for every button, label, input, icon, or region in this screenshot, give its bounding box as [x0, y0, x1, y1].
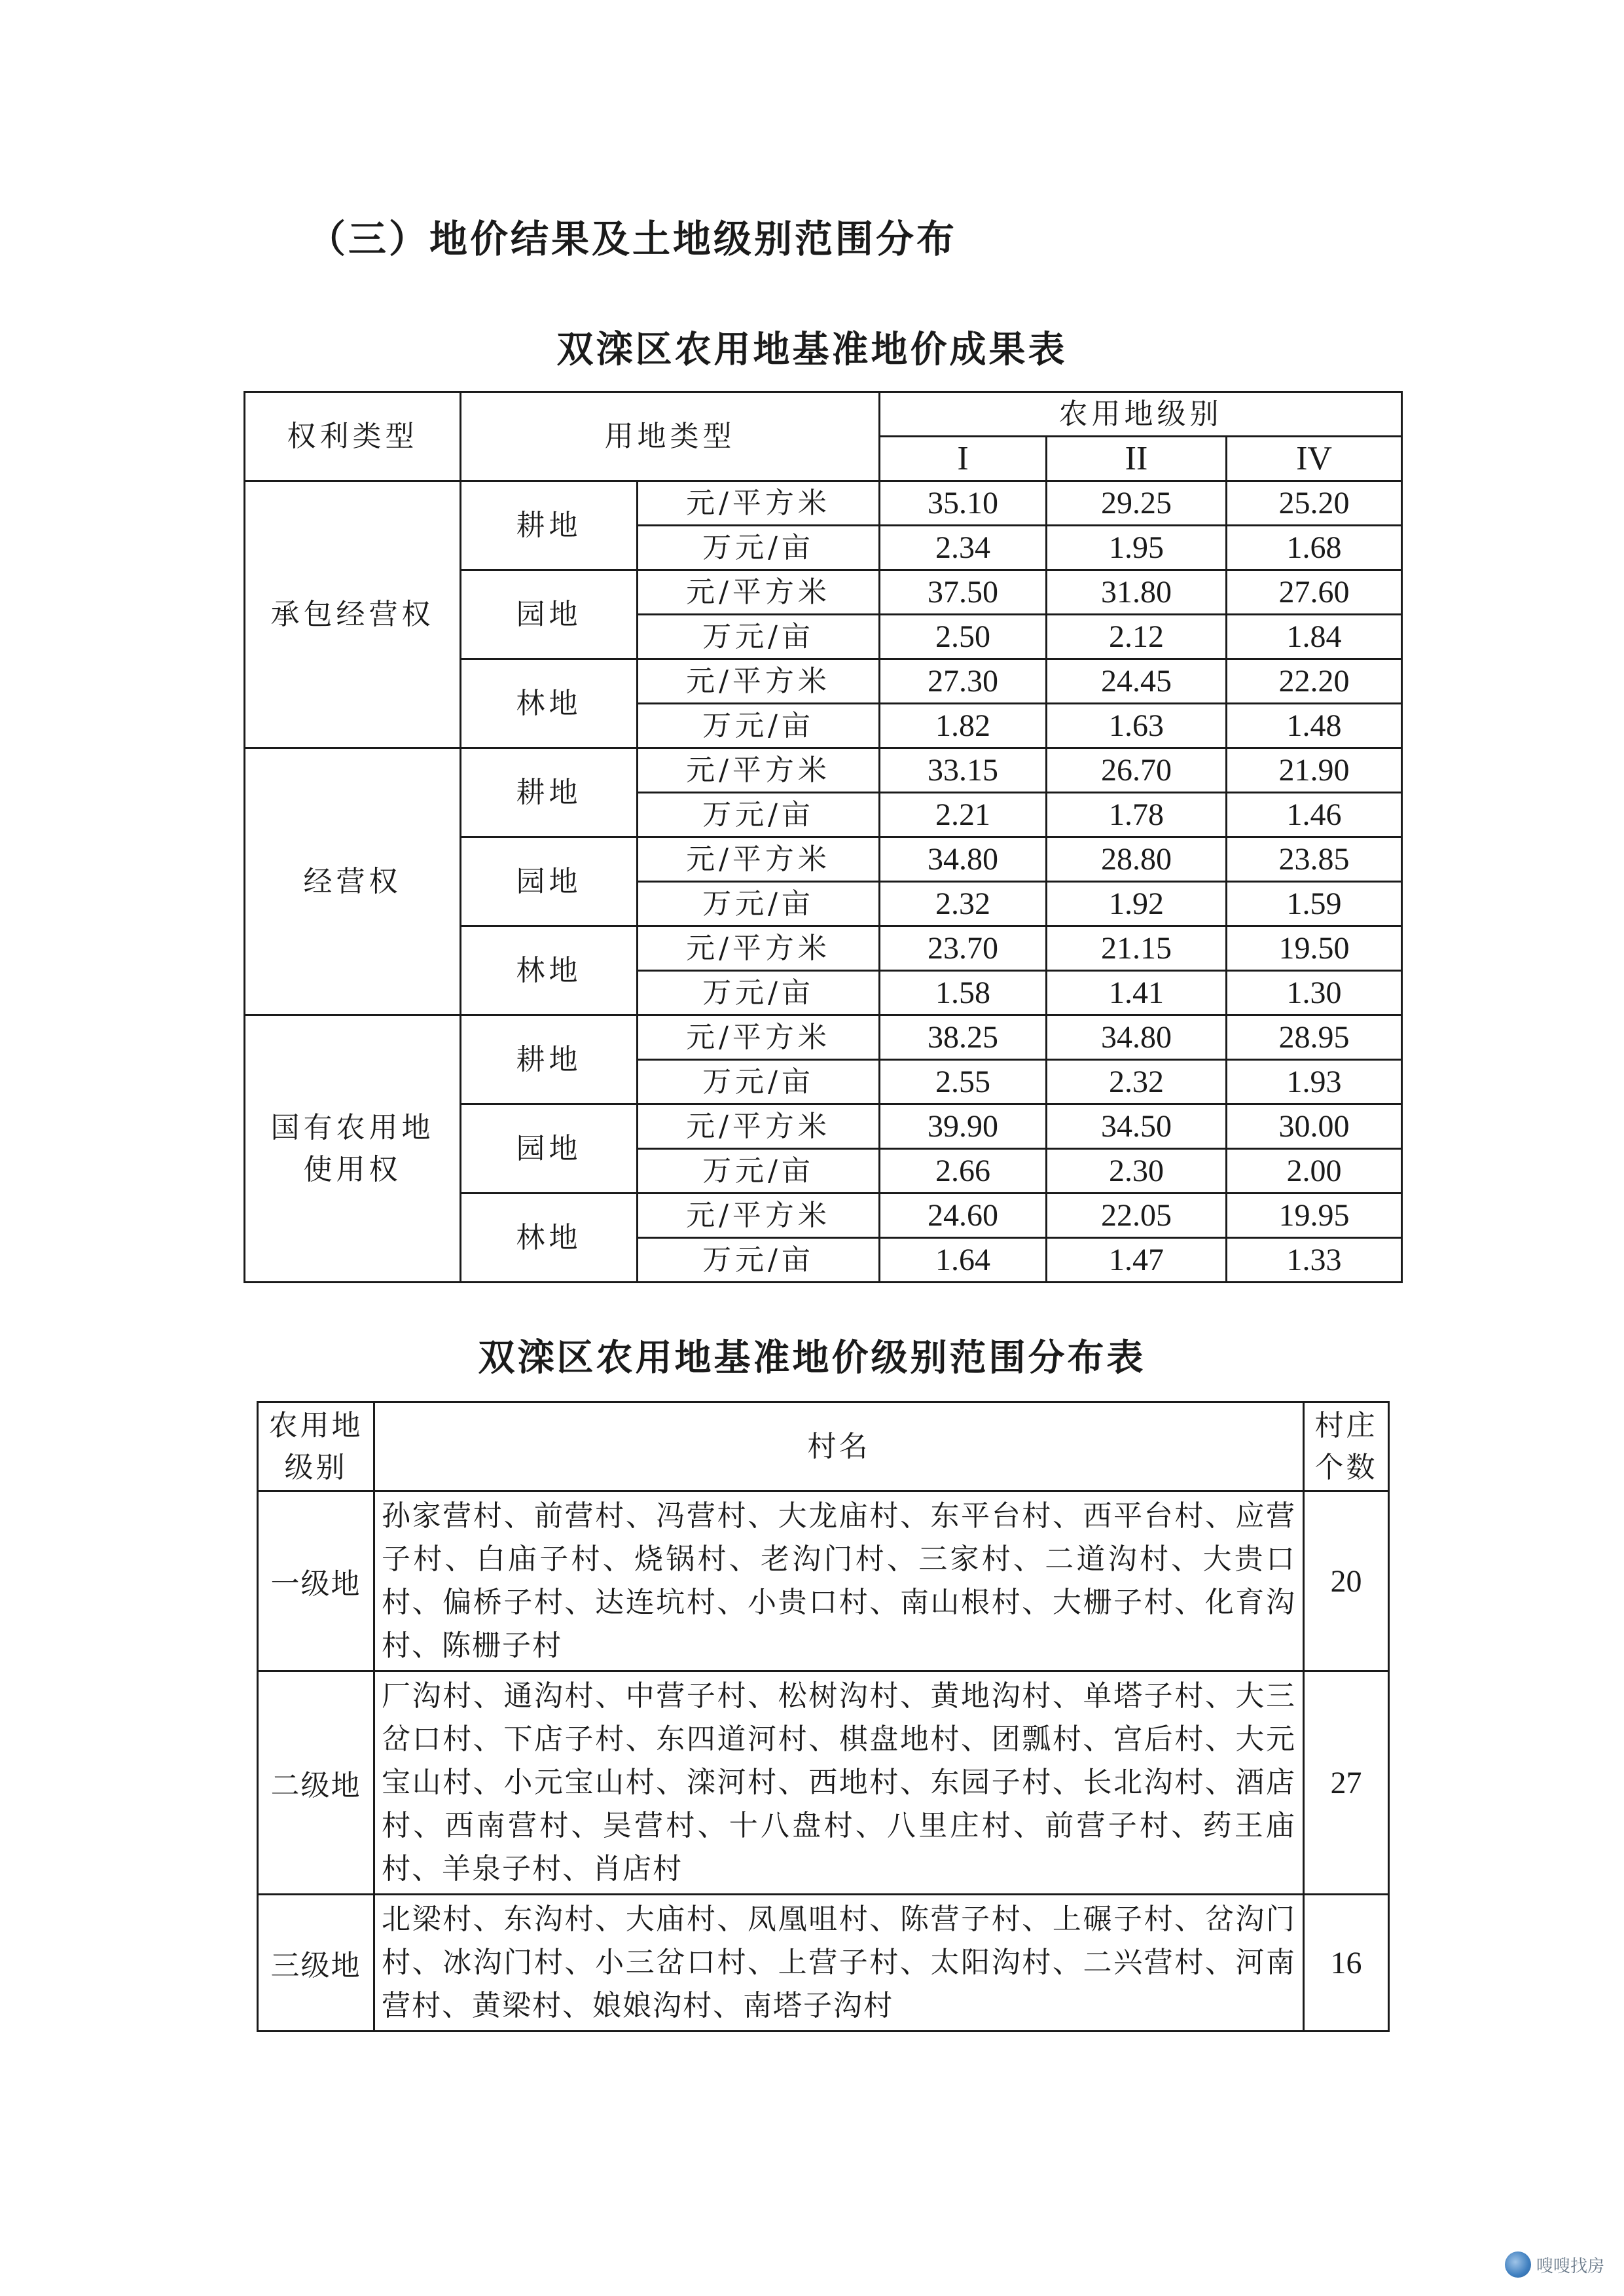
unit-cell: 元/平方米 — [638, 481, 880, 526]
rights-type-cell: 经营权 — [245, 748, 461, 1015]
header-land-grade: 农用地级别 — [880, 392, 1402, 437]
price-cell: 2.00 — [1227, 1149, 1402, 1194]
price-cell: 2.66 — [880, 1149, 1047, 1194]
price-cell: 29.25 — [1047, 481, 1227, 526]
price-cell: 1.93 — [1227, 1060, 1402, 1104]
land-use-cell: 耕地 — [461, 748, 638, 837]
price-cell: 1.64 — [880, 1238, 1047, 1283]
price-cell: 38.25 — [880, 1015, 1047, 1060]
price-cell: 1.58 — [880, 971, 1047, 1015]
price-cell: 30.00 — [1227, 1104, 1402, 1149]
unit-cell: 元/平方米 — [638, 748, 880, 793]
price-cell: 1.48 — [1227, 704, 1402, 748]
unit-cell: 万元/亩 — [638, 882, 880, 926]
price-cell: 27.30 — [880, 659, 1047, 704]
price-cell: 21.15 — [1047, 926, 1227, 971]
price-cell: 34.80 — [880, 837, 1047, 882]
land-use-cell: 耕地 — [461, 481, 638, 570]
unit-cell: 万元/亩 — [638, 971, 880, 1015]
table-row — [258, 1671, 1389, 1895]
land-use-cell: 耕地 — [461, 1015, 638, 1104]
land-use-cell: 园地 — [461, 1104, 638, 1194]
price-cell: 1.41 — [1047, 971, 1227, 1015]
section-heading: （三）地价结果及土地级别范围分布 — [308, 217, 958, 261]
price-cell: 1.47 — [1047, 1238, 1227, 1283]
header-count — [1304, 1402, 1389, 1491]
village-count-cell: 20 — [1304, 1491, 1389, 1671]
rights-type-cell: 承包经营权 — [245, 481, 461, 748]
land-use-cell: 园地 — [461, 837, 638, 926]
price-cell: 35.10 — [880, 481, 1047, 526]
table-row — [245, 1015, 1402, 1060]
unit-cell: 万元/亩 — [638, 615, 880, 659]
price-cell: 27.60 — [1227, 570, 1402, 615]
price-cell: 1.59 — [1227, 882, 1402, 926]
price-cell: 23.85 — [1227, 837, 1402, 882]
unit-cell: 万元/亩 — [638, 1060, 880, 1104]
price-cell: 28.80 — [1047, 837, 1227, 882]
header-count-line1: 村庄 — [1314, 1408, 1378, 1442]
unit-cell: 万元/亩 — [638, 1149, 880, 1194]
table-row — [258, 1895, 1389, 2032]
unit-cell: 元/平方米 — [638, 837, 880, 882]
price-cell: 2.30 — [1047, 1149, 1227, 1194]
unit-cell: 元/平方米 — [638, 1194, 880, 1238]
header-land-use-type: 用地类型 — [461, 392, 880, 481]
price-cell: 2.12 — [1047, 615, 1227, 659]
village-names-cell: 孙家营村、前营村、冯营村、大龙庙村、东平台村、西平台村、应营子村、白庙子村、烧锅村、老沟门村、三家村、二道沟村、大贵口村、偏桥子村、达连坑村、小贵口村、南山根村、大栅子村、化育沟村、陈栅子村 — [374, 1491, 1304, 1671]
price-cell: 2.32 — [1047, 1060, 1227, 1104]
level-cell: 二级地 — [258, 1671, 374, 1895]
grade-range-table — [257, 1401, 1390, 2032]
header-villages: 村名 — [374, 1402, 1304, 1491]
unit-cell: 元/平方米 — [638, 1104, 880, 1149]
header-grade-2: II — [1047, 437, 1227, 481]
unit-cell: 元/平方米 — [638, 1015, 880, 1060]
logo-icon — [1505, 2251, 1531, 2278]
price-cell: 1.84 — [1227, 615, 1402, 659]
unit-cell: 万元/亩 — [638, 793, 880, 837]
land-price-table — [244, 391, 1403, 1283]
land-use-cell: 林地 — [461, 659, 638, 748]
price-cell: 1.78 — [1047, 793, 1227, 837]
table1-caption: 双滦区农用地基准地价成果表 — [556, 328, 1068, 371]
price-cell: 25.20 — [1227, 481, 1402, 526]
price-cell: 24.45 — [1047, 659, 1227, 704]
village-names-cell: 厂沟村、通沟村、中营子村、松树沟村、黄地沟村、单塔子村、大三岔口村、下店子村、东四道河村、棋盘地村、团瓢村、宫后村、大元宝山村、小元宝山村、滦河村、西地村、东园子村、长北沟村、酒店村、西南营村、吴营村、十八盘村、八里庄村、前营子村、药王庙村、羊泉子村、肖店村 — [374, 1671, 1304, 1895]
unit-cell: 元/平方米 — [638, 570, 880, 615]
price-cell: 37.50 — [880, 570, 1047, 615]
price-cell: 1.68 — [1227, 526, 1402, 570]
watermark-text: 嗖嗖找房 — [1536, 2256, 1604, 2276]
land-use-cell: 林地 — [461, 1194, 638, 1283]
price-cell: 19.50 — [1227, 926, 1402, 971]
unit-cell: 元/平方米 — [638, 659, 880, 704]
price-cell: 2.50 — [880, 615, 1047, 659]
price-cell: 34.80 — [1047, 1015, 1227, 1060]
price-cell: 31.80 — [1047, 570, 1227, 615]
land-use-cell: 林地 — [461, 926, 638, 1015]
header-rights-type: 权利类型 — [245, 392, 461, 481]
table2-caption: 双滦区农用地基准地价级别范围分布表 — [478, 1336, 1146, 1379]
unit-cell: 万元/亩 — [638, 1238, 880, 1283]
price-cell: 39.90 — [880, 1104, 1047, 1149]
village-count-cell: 27 — [1304, 1671, 1389, 1895]
price-cell: 1.46 — [1227, 793, 1402, 837]
price-cell: 34.50 — [1047, 1104, 1227, 1149]
price-cell: 33.15 — [880, 748, 1047, 793]
table-row — [258, 1491, 1389, 1671]
price-cell: 1.95 — [1047, 526, 1227, 570]
watermark — [1505, 2251, 1604, 2278]
unit-cell: 万元/亩 — [638, 526, 880, 570]
price-cell: 19.95 — [1227, 1194, 1402, 1238]
level-cell: 三级地 — [258, 1895, 374, 2032]
price-cell: 1.33 — [1227, 1238, 1402, 1283]
price-cell: 2.32 — [880, 882, 1047, 926]
table-row — [245, 748, 1402, 793]
price-cell: 1.82 — [880, 704, 1047, 748]
village-names-cell: 北梁村、东沟村、大庙村、凤凰咀村、陈营子村、上碾子村、岔沟门村、冰沟门村、小三岔口村、上营子村、太阳沟村、二兴营村、河南营村、黄梁村、娘娘沟村、南塔子沟村 — [374, 1895, 1304, 2032]
unit-cell: 元/平方米 — [638, 926, 880, 971]
price-cell: 23.70 — [880, 926, 1047, 971]
price-cell: 1.92 — [1047, 882, 1227, 926]
price-cell: 21.90 — [1227, 748, 1402, 793]
price-cell: 22.05 — [1047, 1194, 1227, 1238]
price-cell: 2.55 — [880, 1060, 1047, 1104]
table-row — [245, 481, 1402, 526]
header-level — [258, 1402, 374, 1491]
price-cell: 24.60 — [880, 1194, 1047, 1238]
rights-type-cell: 国有农用地 使用权 — [245, 1015, 461, 1283]
village-count-cell: 16 — [1304, 1895, 1389, 2032]
unit-cell: 万元/亩 — [638, 704, 880, 748]
price-cell: 2.34 — [880, 526, 1047, 570]
header-level-line2: 级别 — [284, 1450, 348, 1484]
price-cell: 1.30 — [1227, 971, 1402, 1015]
land-use-cell: 园地 — [461, 570, 638, 659]
header-count-line2: 个数 — [1314, 1450, 1378, 1484]
level-cell: 一级地 — [258, 1491, 374, 1671]
price-cell: 22.20 — [1227, 659, 1402, 704]
price-cell: 1.63 — [1047, 704, 1227, 748]
price-cell: 26.70 — [1047, 748, 1227, 793]
price-cell: 2.21 — [880, 793, 1047, 837]
price-cell: 28.95 — [1227, 1015, 1402, 1060]
header-level-line1: 农用地 — [268, 1408, 363, 1442]
header-grade-3: IV — [1227, 437, 1402, 481]
header-grade-1: I — [880, 437, 1047, 481]
